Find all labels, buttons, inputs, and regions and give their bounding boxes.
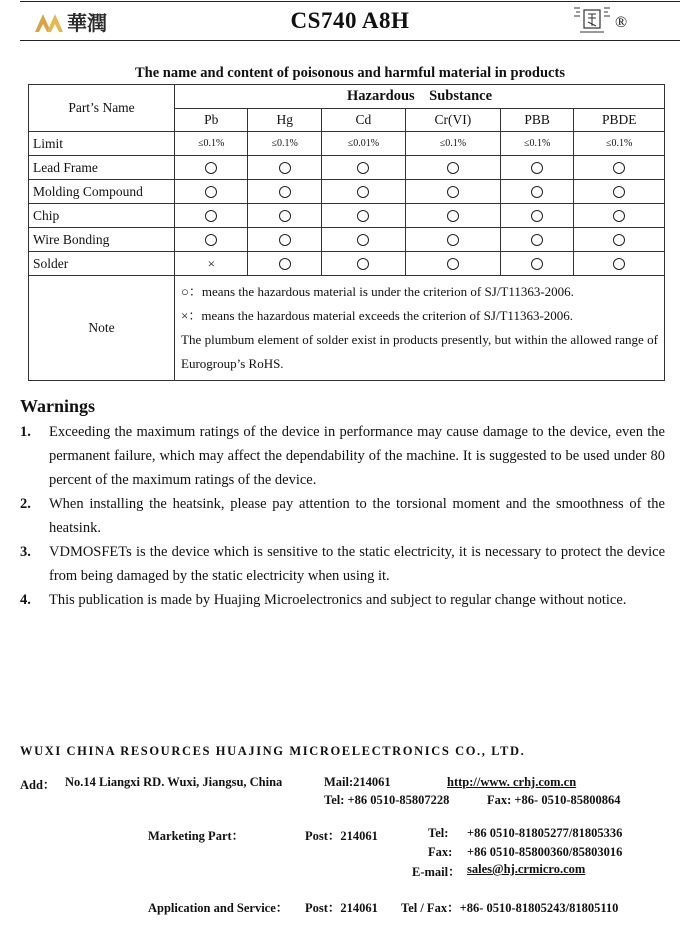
part-name-header: Part’s Name (29, 85, 175, 132)
compliant-circle-icon (447, 234, 459, 246)
warning-item (20, 420, 665, 492)
compliant-circle-icon (357, 186, 369, 198)
compliant-circle-icon (279, 258, 291, 270)
warnings-title: Warnings (20, 396, 96, 416)
limit-row (29, 132, 665, 156)
address-text: No.14 Liangxi RD. Wuxi, Jiangsu, China (65, 775, 283, 789)
substance-header: PBDE (574, 109, 665, 132)
compliance-cell (405, 204, 500, 228)
compliant-circle-icon (357, 258, 369, 270)
note-line: The plumbum element of solder exist in products presently, but within the allowed range of Eurogroup’s RoHS. (181, 332, 658, 371)
compliant-circle-icon (531, 210, 543, 222)
warning-item (20, 588, 665, 612)
compliant-circle-icon (205, 162, 217, 174)
warning-item (20, 492, 665, 540)
warning-number: 4. (20, 592, 31, 608)
substance-header: PBB (500, 109, 573, 132)
compliant-circle-icon (447, 210, 459, 222)
compliance-cell (175, 252, 248, 276)
limit-value: ≤0.1% (175, 132, 248, 156)
part-rows (29, 156, 665, 276)
substance-header: Pb (175, 109, 248, 132)
compliance-cell (405, 156, 500, 180)
service-post: Post：214061 (305, 901, 378, 915)
substance-header: Hg (248, 109, 321, 132)
compliant-circle-icon (531, 162, 543, 174)
compliance-cell (574, 180, 665, 204)
compliance-cell (405, 228, 500, 252)
compliance-cell (321, 180, 405, 204)
marketing-tel-label: Tel: (428, 826, 449, 840)
limit-value: ≤0.01% (321, 132, 405, 156)
limit-value: ≤0.1% (248, 132, 321, 156)
compliant-circle-icon (447, 186, 459, 198)
compliant-circle-icon (531, 186, 543, 198)
compliance-cell (500, 204, 573, 228)
part-name: Lead Frame (29, 156, 175, 180)
warning-number: 2. (20, 496, 31, 512)
header-bottom-rule (20, 40, 680, 41)
compliance-cell (248, 180, 321, 204)
compliant-circle-icon (205, 210, 217, 222)
compliance-cell (405, 180, 500, 204)
hazardous-substance-header: Hazardous Substance (175, 85, 665, 109)
exceeds-cross-icon: × (207, 255, 215, 271)
mail-code: Mail:214061 (324, 775, 391, 789)
compliance-cell (321, 204, 405, 228)
certification-seal-icon (572, 4, 612, 34)
limit-value: ≤0.1% (574, 132, 665, 156)
compliance-cell (500, 156, 573, 180)
compliance-cell (500, 228, 573, 252)
website-link[interactable]: http://www. crhj.com.cn (447, 775, 577, 789)
compliance-cell (574, 204, 665, 228)
compliant-circle-icon (531, 234, 543, 246)
note-line: ×：means the hazardous material exceeds the criterion of SJ/T11363-2006. (181, 308, 574, 323)
compliance-cell (321, 252, 405, 276)
compliance-cell (175, 180, 248, 204)
note-row (29, 276, 665, 381)
email-label: E-mail： (412, 865, 461, 879)
substance-header: Cd (321, 109, 405, 132)
service-tel-fax: Tel / Fax：+86- 0510-81805243/81805110 (401, 901, 619, 915)
warning-text: Exceeding the maximum ratings of the device in performance may cause damage to the device, even the permanent failure, which may affect the dependability of the machine. It is suggested to be used under 80 percent of the maximum ratings of the device. (49, 424, 665, 488)
email-link[interactable]: sales@hj.crmicro.com (467, 862, 586, 876)
limit-value: ≤0.1% (500, 132, 573, 156)
part-name: Wire Bonding (29, 228, 175, 252)
warning-number: 3. (20, 544, 31, 560)
company-name: WUXI CHINA RESOURCES HUAJING MICROELECTRONICS CO., LTD. (20, 744, 526, 758)
compliant-circle-icon (613, 162, 625, 174)
warning-text: When installing the heatsink, please pay attention to the torsional moment and the smoothness of the heatsink. (49, 496, 665, 536)
compliant-circle-icon (205, 186, 217, 198)
compliant-circle-icon (613, 234, 625, 246)
table-row (29, 156, 665, 180)
table-row (29, 180, 665, 204)
compliant-circle-icon (447, 258, 459, 270)
compliant-circle-icon (279, 162, 291, 174)
warning-number: 1. (20, 424, 31, 440)
table-title: The name and content of poisonous and harmful material in products (135, 65, 565, 81)
compliant-circle-icon (279, 210, 291, 222)
compliance-cell (574, 252, 665, 276)
warning-text: VDMOSFETs is the device which is sensitive to the static electricity, it is necessary to protect the device from being damaged by the static electricity when using it. (49, 544, 665, 584)
substance-header: Cr(VI) (405, 109, 500, 132)
table-header-row (29, 85, 665, 109)
compliant-circle-icon (613, 210, 625, 222)
marketing-label: Marketing Part： (148, 829, 245, 843)
compliance-cell (574, 156, 665, 180)
note-label: Note (29, 276, 175, 381)
compliance-cell (321, 228, 405, 252)
compliant-circle-icon (357, 162, 369, 174)
header-top-rule (20, 1, 680, 2)
table-row (29, 204, 665, 228)
marketing-fax-label: Fax: (428, 845, 453, 859)
compliance-cell (248, 228, 321, 252)
compliance-cell (248, 156, 321, 180)
compliant-circle-icon (613, 186, 625, 198)
compliance-cell (175, 204, 248, 228)
hazardous-substance-table (28, 84, 665, 381)
compliant-circle-icon (357, 234, 369, 246)
limit-value: ≤0.1% (405, 132, 500, 156)
part-name: Chip (29, 204, 175, 228)
part-name: Solder (29, 252, 175, 276)
service-label: Application and Service： (148, 901, 289, 915)
warnings-list (20, 420, 665, 612)
compliance-cell (574, 228, 665, 252)
compliant-circle-icon (531, 258, 543, 270)
main-fax: Fax: +86- 0510-85800864 (487, 793, 621, 807)
registered-mark: ® (615, 14, 628, 31)
marketing-post: Post：214061 (305, 829, 378, 843)
note-content (175, 276, 665, 381)
compliance-cell (500, 252, 573, 276)
compliant-circle-icon (447, 162, 459, 174)
table-row (29, 228, 665, 252)
marketing-fax: +86 0510-85800360/85803016 (467, 845, 623, 859)
compliance-cell (175, 156, 248, 180)
compliant-circle-icon (357, 210, 369, 222)
table-row (29, 252, 665, 276)
document-title: CS740 A8H (290, 8, 410, 33)
compliant-circle-icon (279, 186, 291, 198)
marketing-tel: +86 0510-81805277/81805336 (467, 826, 623, 840)
warning-text: This publication is made by Huajing Microelectronics and subject to regular change without notice. (49, 592, 627, 608)
compliance-cell (248, 252, 321, 276)
compliance-cell (175, 228, 248, 252)
compliance-cell (321, 156, 405, 180)
compliance-cell (405, 252, 500, 276)
note-line: ○：means the hazardous material is under the criterion of SJ/T11363-2006. (181, 284, 574, 299)
part-name: Molding Compound (29, 180, 175, 204)
compliant-circle-icon (613, 258, 625, 270)
svg-text:華潤: 華潤 (67, 11, 107, 35)
address-label: Add： (20, 778, 56, 792)
compliant-circle-icon (205, 234, 217, 246)
compliance-cell (500, 180, 573, 204)
main-tel: Tel: +86 0510-85807228 (324, 793, 450, 807)
compliance-cell (248, 204, 321, 228)
compliant-circle-icon (279, 234, 291, 246)
warning-item (20, 540, 665, 588)
limit-label: Limit (29, 132, 175, 156)
